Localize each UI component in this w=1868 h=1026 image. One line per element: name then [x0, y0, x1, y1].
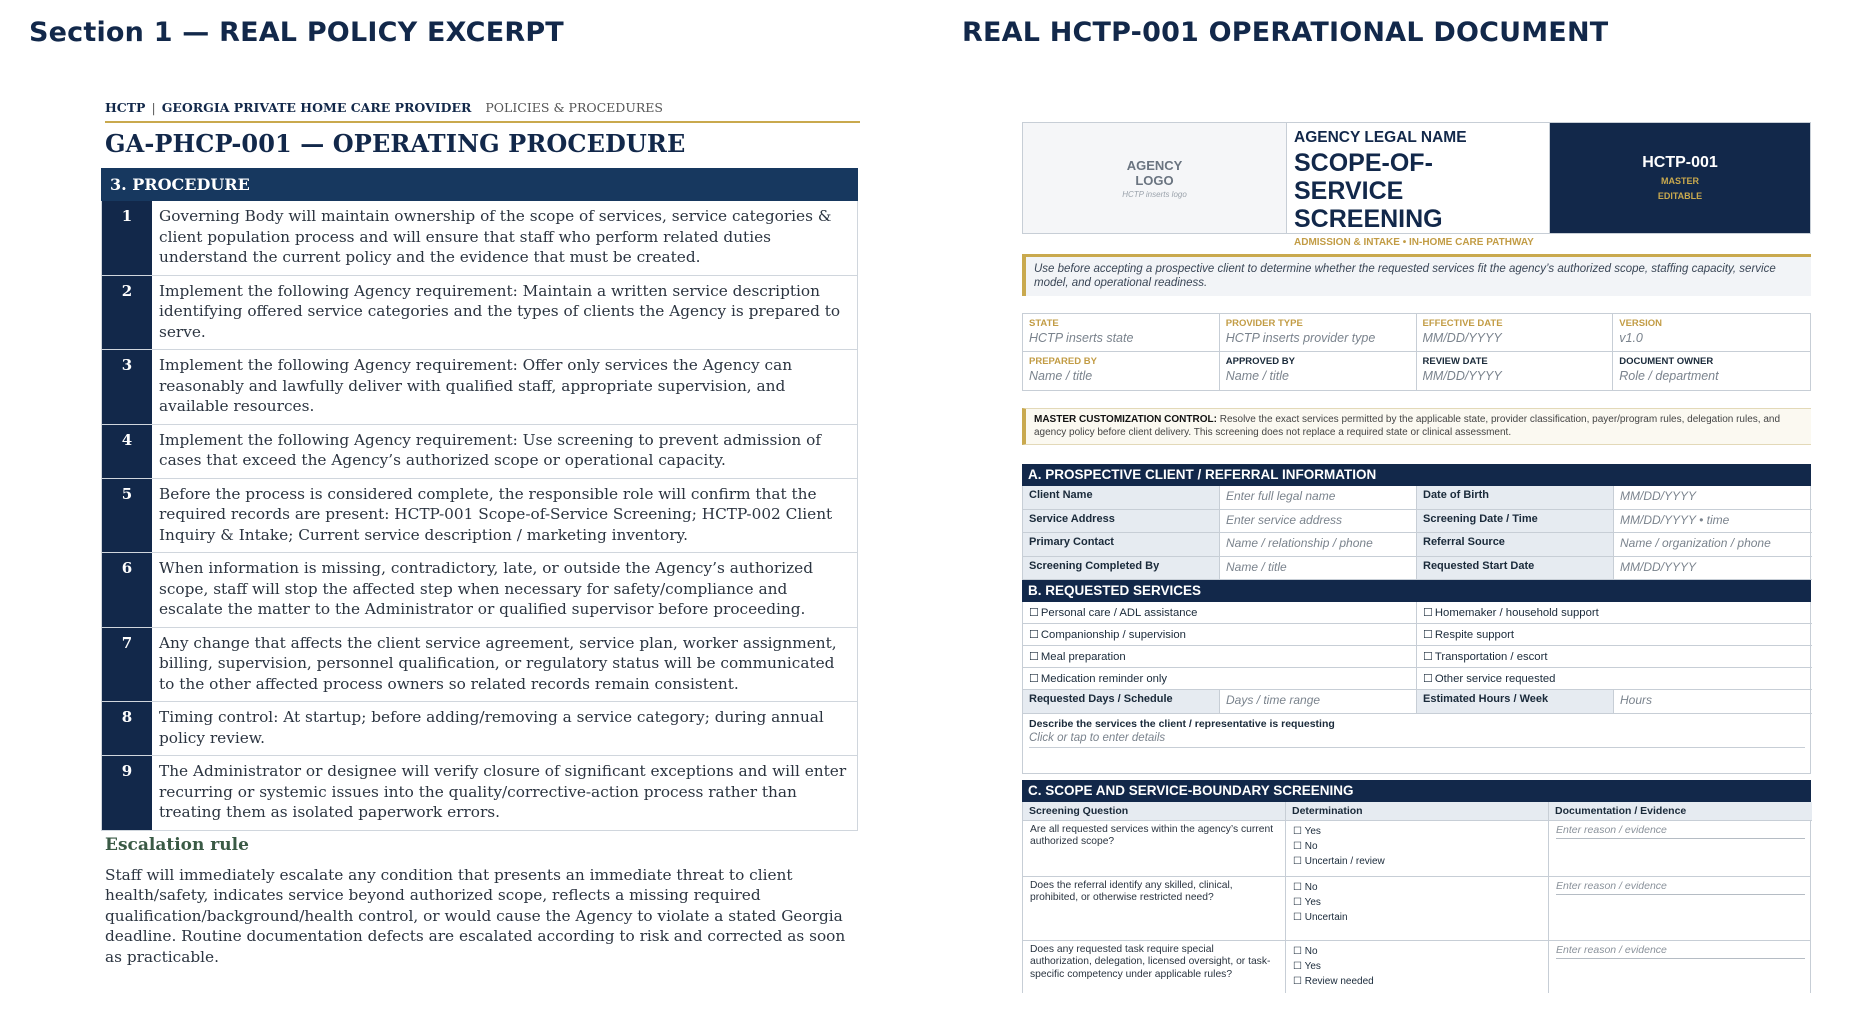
checkbox-icon: ☐	[1029, 673, 1039, 685]
determination-option[interactable]	[1293, 880, 1541, 895]
evidence-input[interactable]: Enter reason / evidence	[1556, 944, 1805, 959]
policy-section-label: POLICIES & PROCEDURES	[485, 100, 663, 115]
service-label: Respite support	[1434, 629, 1514, 641]
date-of-birth-input[interactable]: MM/DD/YYYY	[1614, 486, 1812, 510]
determination-option[interactable]	[1293, 944, 1541, 959]
escalation-title: Escalation rule	[105, 834, 249, 855]
procedure-step	[102, 425, 857, 479]
service-checkbox[interactable]	[1023, 646, 1417, 668]
step-text: Governing Body will maintain ownership of the scope of services, service categories & client population process and will ensure that staff who perform related duties understand the current policy and the evidence that must be created.	[159, 207, 832, 266]
determination-option[interactable]	[1293, 974, 1541, 989]
step-text: Before the process is considered complete, the responsible role will confirm that the required records are present: HCTP-001 Scope-of-Service Screening; HCTP-002 Client Inquiry & Intake; Current service description / marketing inventory.	[159, 484, 833, 544]
service-checkbox[interactable]	[1417, 668, 1812, 690]
option-label: Uncertain / review	[1304, 855, 1385, 867]
service-checkbox[interactable]	[1023, 668, 1417, 690]
checkbox-icon: ☐	[1423, 607, 1433, 619]
meta-value: HCTP inserts provider type	[1225, 331, 1376, 345]
determination-option[interactable]	[1293, 959, 1541, 974]
section-heading-right: REAL HCTP-001 OPERATIONAL DOCUMENT	[962, 17, 1609, 48]
client-info-grid	[1022, 486, 1811, 580]
field-label: Primary Contact	[1023, 533, 1220, 557]
column-header: Determination	[1286, 802, 1549, 821]
field-label: Referral Source	[1417, 533, 1614, 557]
service-checkbox[interactable]	[1417, 624, 1812, 646]
determination-option[interactable]	[1293, 839, 1541, 854]
step-number: 4	[102, 425, 152, 478]
checkbox-icon: ☐	[1423, 629, 1433, 641]
determination-options	[1286, 821, 1549, 876]
describe-services-block	[1022, 714, 1811, 774]
column-header: Screening Question	[1023, 802, 1286, 821]
requested-schedule-input[interactable]: Days / time range	[1220, 690, 1417, 714]
customization-control-note	[1022, 408, 1811, 445]
checkbox-icon: ☐	[1423, 673, 1433, 685]
meta-version[interactable]	[1613, 314, 1810, 352]
field-label: Requested Start Date	[1417, 557, 1614, 581]
form-pathway: ADMISSION & INTAKE • IN-HOME CARE PATHWAY	[1294, 237, 1534, 248]
service-label: Homemaker / household support	[1434, 607, 1599, 619]
meta-label: VERSION	[1619, 318, 1663, 329]
agency-legal-name[interactable]: AGENCY LEGAL NAME	[1294, 129, 1467, 146]
procedure-step	[102, 276, 857, 351]
screening-question-row	[1022, 821, 1811, 877]
requested-services-grid	[1022, 602, 1811, 690]
checkbox-icon: ☐	[1029, 607, 1039, 619]
checkbox-icon: ☐	[1423, 651, 1433, 663]
section-a-heading: A. PROSPECTIVE CLIENT / REFERRAL INFORMATION	[1022, 464, 1811, 486]
meta-value: Role / department	[1619, 369, 1719, 383]
meta-label: APPROVED BY	[1225, 356, 1295, 367]
field-label: Date of Birth	[1417, 486, 1614, 510]
meta-label: PREPARED BY	[1029, 356, 1097, 367]
control-label: MASTER CUSTOMIZATION CONTROL:	[1034, 414, 1217, 425]
screening-question-row	[1022, 941, 1811, 993]
referral-source-input[interactable]: Name / organization / phone	[1614, 533, 1812, 557]
checkbox-icon: ☐	[1293, 911, 1302, 923]
evidence-cell	[1549, 877, 1812, 940]
describe-services-input[interactable]: Click or tap to enter details	[1029, 732, 1805, 748]
field-label: Estimated Hours / Week	[1417, 690, 1614, 714]
checkbox-icon: ☐	[1029, 651, 1039, 663]
option-label: Yes	[1304, 960, 1321, 972]
procedure-step	[102, 756, 857, 831]
control-text: Resolve the exact services permitted by the applicable state, provider classification, payer/program rules, delegation rules, and agency policy before client delivery. This screening does not replace a required state or clinical assessment.	[1034, 414, 1781, 438]
service-label: Personal care / ADL assistance	[1040, 607, 1198, 619]
service-label: Transportation / escort	[1434, 651, 1548, 663]
policy-title: GA-PHCP-001 — OPERATING PROCEDURE	[105, 129, 686, 158]
procedure-step	[102, 201, 857, 276]
section-heading-left: Section 1 — REAL POLICY EXCERPT	[29, 17, 564, 48]
schedule-grid	[1022, 690, 1811, 714]
evidence-input[interactable]: Enter reason / evidence	[1556, 880, 1805, 895]
service-checkbox[interactable]	[1417, 602, 1812, 624]
section-c-heading: C. SCOPE AND SERVICE-BOUNDARY SCREENING	[1022, 780, 1811, 802]
service-checkbox[interactable]	[1023, 602, 1417, 624]
agency-logo-placeholder[interactable]	[1023, 123, 1287, 233]
master-label-1: MASTER	[1661, 176, 1699, 186]
step-text: Implement the following Agency requirement: Offer only services the Agency can reasonably and lawfully deliver with qualified staff, appropriate supervision, and available resources.	[159, 356, 793, 415]
step-number: 8	[102, 702, 152, 755]
meta-value: v1.0	[1619, 331, 1643, 345]
checkbox-icon: ☐	[1293, 825, 1302, 837]
service-checkbox[interactable]	[1417, 646, 1812, 668]
meta-label: STATE	[1029, 318, 1059, 329]
policy-brand: HCTP	[105, 100, 146, 115]
screening-question: Are all requested services within the agency’s current authorized scope?	[1023, 821, 1286, 876]
option-label: Uncertain	[1304, 911, 1348, 923]
logo-line-2: LOGO	[1135, 172, 1174, 188]
requested-start-date-input[interactable]: MM/DD/YYYY	[1614, 557, 1812, 581]
step-number: 5	[102, 479, 152, 553]
describe-services-label: Describe the services the client / representative is requesting	[1029, 717, 1335, 730]
procedure-step	[102, 350, 857, 425]
meta-provider-type[interactable]	[1220, 314, 1417, 352]
determination-option[interactable]	[1293, 824, 1541, 839]
service-address-input[interactable]: Enter service address	[1220, 510, 1417, 534]
meta-effective-date[interactable]	[1417, 314, 1614, 352]
step-number: 6	[102, 553, 152, 627]
meta-value: HCTP inserts state	[1029, 331, 1134, 345]
estimated-hours-input[interactable]: Hours	[1614, 690, 1812, 714]
checkbox-icon: ☐	[1293, 881, 1302, 893]
escalation-text: Staff will immediately escalate any condition that presents an immediate threat to client health/safety, indicates service beyond authorized scope, reflects a missing required qualification/background/health control, or would cause the Agency to violate a stated Georgia deadline. Routine documentation defects are escalated according to risk and corrected as soon as practicable.	[105, 865, 846, 966]
determination-options	[1286, 877, 1549, 940]
service-label: Other service requested	[1434, 673, 1556, 685]
meta-label: REVIEW DATE	[1422, 356, 1488, 367]
step-number: 3	[102, 350, 152, 424]
evidence-cell	[1549, 821, 1812, 876]
checkbox-icon: ☐	[1293, 855, 1302, 867]
hctp-001-form	[1022, 122, 1811, 993]
meta-prepared-by[interactable]	[1023, 352, 1220, 390]
header-separator: |	[151, 100, 156, 115]
step-number: 7	[102, 628, 152, 702]
step-number: 1	[102, 201, 152, 275]
field-label: Screening Date / Time	[1417, 510, 1614, 534]
procedure-step	[102, 702, 857, 756]
evidence-input[interactable]: Enter reason / evidence	[1556, 824, 1805, 839]
screening-table-header	[1022, 802, 1811, 821]
service-label: Companionship / supervision	[1040, 629, 1186, 641]
logo-line-1: AGENCY	[1126, 157, 1183, 173]
checkbox-icon: ☐	[1293, 960, 1302, 972]
master-label-2: EDITABLE	[1657, 191, 1703, 201]
option-label: No	[1304, 840, 1318, 852]
field-label: Service Address	[1023, 510, 1220, 534]
option-label: Yes	[1304, 896, 1321, 908]
field-label: Screening Completed By	[1023, 557, 1220, 581]
service-label: Meal preparation	[1040, 651, 1126, 663]
checkbox-icon: ☐	[1293, 840, 1302, 852]
field-label: Client Name	[1023, 486, 1220, 510]
meta-label: EFFECTIVE DATE	[1422, 318, 1503, 329]
step-text: Timing control: At startup; before adding/removing a service category; during annual policy review.	[159, 708, 824, 747]
step-text: Implement the following Agency requirement: Use screening to prevent admission of cases that exceed the Agency’s authorized scope or operational capacity.	[159, 430, 822, 469]
procedure-step	[102, 553, 857, 628]
screening-question: Does any requested task require special authorization, delegation, licensed oversight, or task-specific competency under applicable rules?	[1023, 941, 1286, 993]
meta-value: MM/DD/YYYY	[1422, 331, 1502, 345]
meta-document-owner[interactable]	[1613, 352, 1810, 390]
meta-state[interactable]	[1023, 314, 1220, 352]
evidence-cell	[1549, 941, 1812, 993]
form-code-block	[1550, 123, 1810, 233]
service-checkbox[interactable]	[1023, 624, 1417, 646]
procedure-table	[101, 201, 858, 831]
primary-contact-input[interactable]: Name / relationship / phone	[1220, 533, 1417, 557]
meta-label: DOCUMENT OWNER	[1619, 356, 1714, 367]
screening-question: Does the referral identify any skilled, clinical, prohibited, or otherwise restricted need?	[1023, 877, 1286, 940]
form-title-block	[1287, 123, 1550, 248]
option-label: No	[1304, 881, 1318, 893]
checkbox-icon: ☐	[1029, 629, 1039, 641]
determination-option[interactable]	[1293, 895, 1541, 910]
option-label: No	[1304, 945, 1318, 957]
section-b-heading: B. REQUESTED SERVICES	[1022, 580, 1811, 602]
step-number: 9	[102, 756, 152, 830]
screening-question-row	[1022, 877, 1811, 941]
form-header	[1022, 122, 1811, 248]
client-name-input[interactable]: Enter full legal name	[1220, 486, 1417, 510]
meta-value: MM/DD/YYYY	[1422, 369, 1502, 383]
checkbox-icon: ☐	[1293, 945, 1302, 957]
column-header: Documentation / Evidence	[1549, 802, 1812, 821]
screening-completed-by-input[interactable]: Name / title	[1220, 557, 1417, 581]
determination-option[interactable]	[1293, 910, 1541, 925]
determination-options	[1286, 941, 1549, 993]
step-text: When information is missing, contradictory, late, or outside the Agency’s authorized scope, staff will stop the affected step when necessary for safety/compliance and escalate the matter to the Administrator or qualified supervisor before proceeding.	[159, 559, 813, 618]
step-text: Implement the following Agency requirement: Maintain a written service description identifying offered service categories and the types of clients the Agency is prepared to serve.	[159, 281, 841, 341]
form-code: HCTP-001	[1642, 154, 1718, 171]
screening-datetime-input[interactable]: MM/DD/YYYY • time	[1614, 510, 1812, 534]
meta-label: PROVIDER TYPE	[1225, 318, 1303, 329]
procedure-step	[102, 628, 857, 703]
form-instruction: Use before accepting a prospective client to determine whether the requested services fit the agency’s authorized scope, staffing capacity, service model, and operational readiness.	[1022, 254, 1811, 296]
option-label: Yes	[1304, 825, 1321, 837]
policy-provider: GEORGIA PRIVATE HOME CARE PROVIDER	[161, 100, 472, 115]
step-text: The Administrator or designee will verify closure of significant exceptions and will enter recurring or systemic issues into the quality/corrective-action process rather than treating them as isolated paperwork errors.	[159, 762, 847, 821]
field-label: Requested Days / Schedule	[1023, 690, 1220, 714]
meta-review-date[interactable]	[1417, 352, 1614, 390]
determination-option[interactable]	[1293, 854, 1541, 869]
service-label: Medication reminder only	[1040, 673, 1168, 685]
meta-value: Name / title	[1029, 369, 1093, 383]
step-number: 2	[102, 276, 152, 350]
document-meta-grid	[1022, 313, 1811, 391]
option-label: Review needed	[1304, 975, 1374, 987]
meta-approved-by[interactable]	[1220, 352, 1417, 390]
procedure-heading: 3. PROCEDURE	[101, 168, 858, 201]
policy-excerpt	[105, 100, 860, 967]
meta-value: Name / title	[1225, 369, 1289, 383]
checkbox-icon: ☐	[1293, 975, 1302, 987]
step-text: Any change that affects the client service agreement, service plan, worker assignment, billing, supervision, personnel qualification, or regulatory status will be communicated to the other affected process owners so related records remain consistent.	[159, 633, 837, 693]
checkbox-icon: ☐	[1293, 896, 1302, 908]
logo-hint: HCTP inserts logo	[1122, 189, 1187, 199]
form-title: SCOPE-OF-SERVICE SCREENING	[1294, 149, 1443, 233]
procedure-step	[102, 479, 857, 554]
policy-header	[105, 100, 860, 123]
